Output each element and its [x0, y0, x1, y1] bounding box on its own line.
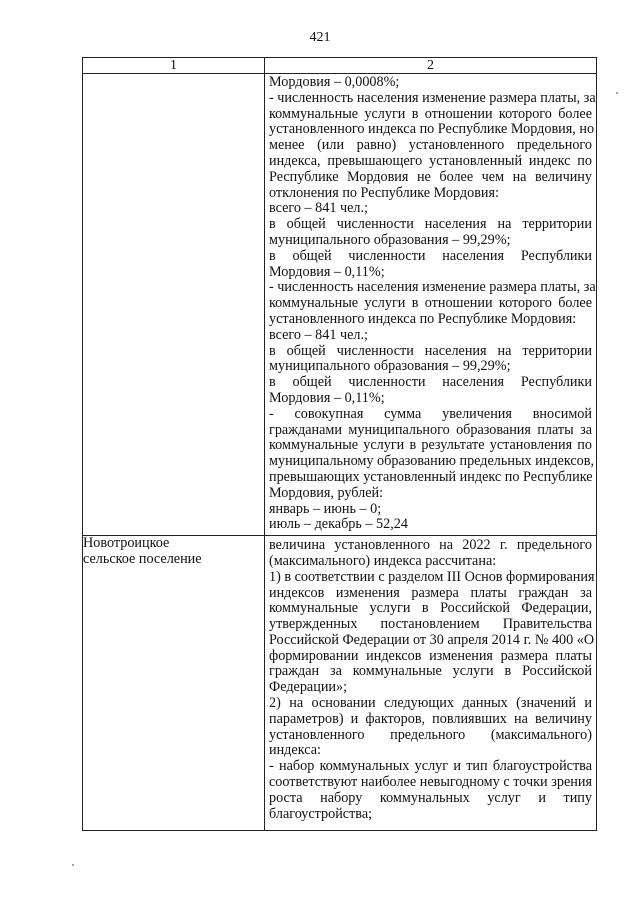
- text-line: менее (или равно) установленного предельного: [269, 138, 592, 154]
- text-line: Федерации»;: [269, 680, 348, 696]
- text-line: - совокупная сумма увеличения вносимой: [269, 406, 592, 422]
- text-line: в общей численности населения на территории: [269, 217, 592, 233]
- text-line: коммунальные услуги в результате установления по: [269, 438, 592, 454]
- text-line: муниципальному образованию предельных индексов,: [269, 454, 595, 470]
- text-line: 2) на основании следующих данных (значений и: [269, 696, 592, 712]
- text-line: гражданами муниципального образования платы за: [269, 422, 592, 438]
- text-line: превышающих установленный индекс по Республике: [269, 469, 593, 485]
- municipality-cell: [83, 74, 265, 536]
- text-line: муниципального образования – 99,29%;: [269, 232, 511, 248]
- text-line: - набор коммунальных услуг и тип благоустройства: [269, 759, 592, 775]
- text-line: благоустройства;: [269, 806, 373, 822]
- table-header-row: [83, 58, 597, 74]
- text-line: коммунальные услуги в отношении которого более: [269, 296, 592, 312]
- description-cell: [265, 536, 597, 831]
- text-line: индекса:: [269, 743, 321, 759]
- text-line: установленного предельного (максимального): [269, 727, 592, 743]
- text-line: в общей численности населения Республики: [269, 375, 592, 391]
- municipality-cell: [83, 536, 265, 831]
- text-line: утвержденных постановлением Правительства: [269, 617, 592, 633]
- text-line: индекса, превышающего установленный индекс по: [269, 153, 592, 169]
- text-line: параметров) и факторов, повлиявших на величину: [269, 711, 592, 727]
- text-line: формировании индексов изменения размера платы: [269, 648, 592, 664]
- text-line: отклонения по Республике Мордовия:: [269, 185, 499, 201]
- text-line: - численность населения изменение размера платы, за: [269, 90, 596, 106]
- text-line: роста набору коммунальных услуг и типу: [269, 790, 592, 806]
- municipality-name-line: Новотроицкое: [83, 535, 170, 552]
- text-line: 1) в соответствии с разделом III Основ формирования: [269, 569, 595, 585]
- document-table: [82, 57, 597, 831]
- text-line: Республике Мордовия не более чем на величину: [269, 169, 592, 185]
- text-line: всего – 841 чел.;: [269, 327, 368, 343]
- text-line: муниципального образования – 99,29%;: [269, 359, 511, 375]
- scan-speck: [616, 92, 618, 94]
- text-line: Мордовия, рублей:: [269, 485, 384, 501]
- text-line: июль – декабрь – 52,24: [269, 517, 408, 533]
- text-line: январь – июнь – 0;: [269, 501, 382, 517]
- text-line: Мордовия – 0,11%;: [269, 390, 385, 406]
- scan-speck: [72, 864, 74, 866]
- text-line: индексов изменения размера платы граждан за: [269, 585, 592, 601]
- text-line: (максимального) индекса рассчитана:: [269, 553, 497, 569]
- text-line: в общей численности населения на территории: [269, 343, 592, 359]
- column-header-1: 1: [83, 58, 265, 74]
- text-line: установленного индекса по Республике Мордовия, но: [269, 122, 595, 138]
- description-cell: [265, 74, 597, 536]
- municipality-name-line: сельское поселение: [83, 550, 202, 567]
- text-line: величина установленного на 2022 г. предельного: [269, 538, 592, 554]
- text-line: соответствуют наиболее невыгодному с точки зрения: [269, 775, 592, 791]
- text-line: Российской Федерации от 30 апреля 2014 г. № 400 «О: [269, 632, 595, 648]
- text-line: коммунальные услуги в отношении которого более: [269, 106, 592, 122]
- text-line: - численность населения изменение размера платы, за: [269, 280, 596, 296]
- text-line: в общей численности населения Республики: [269, 248, 592, 264]
- column-header-2: 2: [265, 58, 597, 74]
- text-line: коммунальные услуги в Российской Федерации,: [269, 601, 592, 617]
- text-line: установленного индекса по Республике Мордовия:: [269, 311, 577, 327]
- table-row: [83, 74, 597, 536]
- text-line: Мордовия – 0,11%;: [269, 264, 385, 280]
- text-line: граждан за коммунальные услуги в Российской: [269, 664, 592, 680]
- table-row: [83, 536, 597, 831]
- text-line: всего – 841 чел.;: [269, 201, 368, 217]
- page-number: 421: [309, 30, 331, 45]
- text-line: Мордовия – 0,0008%;: [269, 75, 400, 90]
